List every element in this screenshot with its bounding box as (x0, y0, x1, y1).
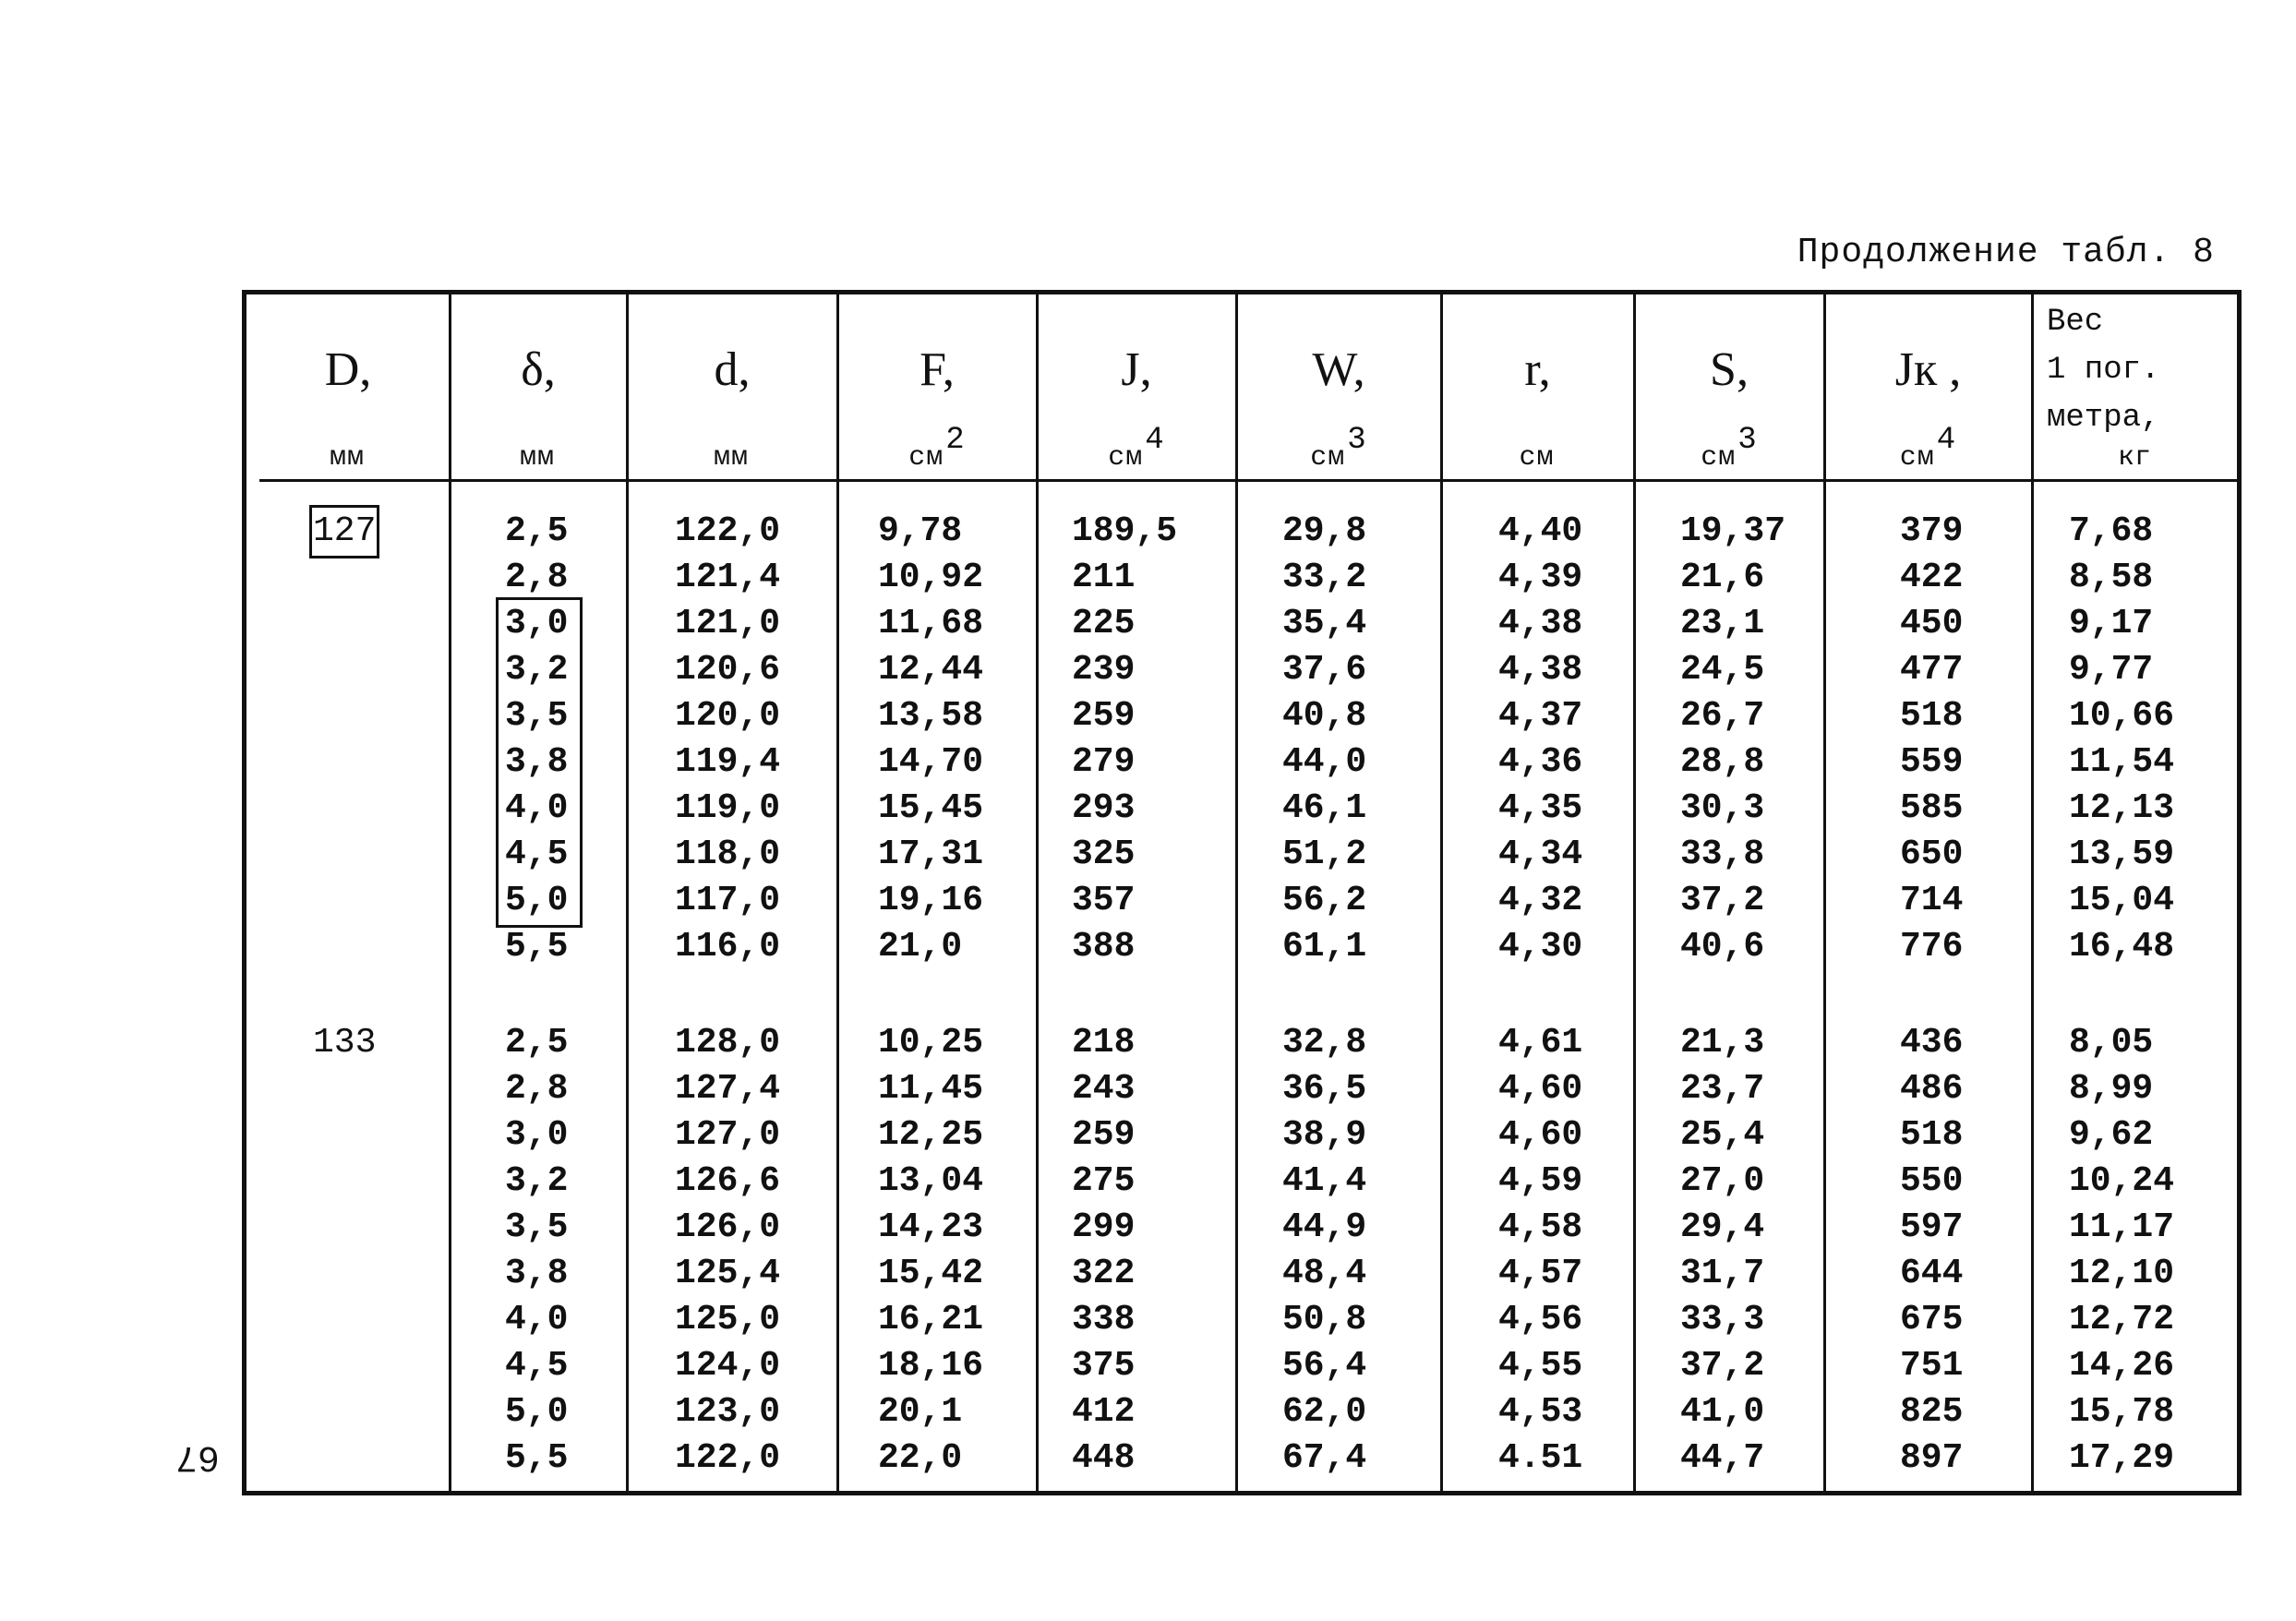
table-cell: 36,5 (1282, 1069, 1367, 1109)
table-cell: 119,0 (675, 788, 781, 828)
table-cell: 18,16 (878, 1346, 984, 1386)
header-divider (259, 479, 2237, 482)
table-cell: 37,2 (1680, 1346, 1765, 1386)
table-cell: 28,8 (1680, 742, 1765, 782)
table-cell: 128,0 (675, 1023, 781, 1063)
table-cell: 3,2 (505, 1161, 569, 1201)
table-cell: 10,25 (878, 1023, 984, 1063)
table-cell: 33,8 (1680, 835, 1765, 874)
table-cell: 40,8 (1282, 696, 1367, 736)
table-cell: 3,5 (505, 1207, 569, 1247)
table-cell: 3,0 (505, 1115, 569, 1155)
table-cell: 379 (1900, 511, 1964, 551)
table-cell: 10,66 (2069, 696, 2175, 736)
table-cell: 4,58 (1498, 1207, 1583, 1247)
header-symbol: S, (1710, 343, 1749, 396)
header-unit: см (1519, 442, 1555, 474)
table-cell: 3,2 (505, 650, 569, 690)
table-cell: 375 (1072, 1346, 1136, 1386)
table-cell: 559 (1900, 742, 1964, 782)
table-cell: 357 (1072, 881, 1136, 920)
table-cell: 4,61 (1498, 1023, 1583, 1063)
table-cell: 29,4 (1680, 1207, 1765, 1247)
data-table (242, 290, 2242, 1495)
table-cell: 16,21 (878, 1300, 984, 1339)
table-cell: 11,54 (2069, 742, 2175, 782)
table-cell: 12,13 (2069, 788, 2175, 828)
table-cell: 325 (1072, 835, 1136, 874)
table-cell: 32,8 (1282, 1023, 1367, 1063)
table-cell: 422 (1900, 558, 1964, 597)
table-cell: 118,0 (675, 835, 781, 874)
header-symbol: D, (324, 343, 372, 396)
table-cell: 4,57 (1498, 1254, 1583, 1293)
table-cell: 7,68 (2069, 511, 2154, 551)
page-number: 67 (175, 1435, 221, 1477)
table-cell: 25,4 (1680, 1115, 1765, 1155)
table-cell: 12,72 (2069, 1300, 2175, 1339)
table-cell: 12,44 (878, 650, 984, 690)
table-cell: 275 (1072, 1161, 1136, 1201)
table-cell: 15,78 (2069, 1392, 2175, 1432)
table-cell: 412 (1072, 1392, 1136, 1432)
header-r (1441, 294, 1634, 479)
table-cell: 14,23 (878, 1207, 984, 1247)
table-cell: 259 (1072, 696, 1136, 736)
table-cell: 776 (1900, 927, 1964, 967)
table-cell: 5,5 (505, 927, 569, 967)
table-cell: 21,3 (1680, 1023, 1765, 1063)
header-S (1634, 294, 1824, 479)
table-cell: 9,77 (2069, 650, 2154, 690)
table-cell: 44,7 (1680, 1438, 1765, 1478)
table-cell: 62,0 (1282, 1392, 1367, 1432)
table-cell: 5,5 (505, 1438, 569, 1478)
header-unit: $см^2$ (908, 423, 966, 474)
table-cell: 27,0 (1680, 1161, 1765, 1201)
table-cell: 4,34 (1498, 835, 1583, 874)
header-unit: $см^4$ (1108, 423, 1165, 474)
table-cell: 5,0 (505, 881, 569, 920)
table-cell: 4,59 (1498, 1161, 1583, 1201)
table-cell: 116,0 (675, 927, 781, 967)
table-cell: 46,1 (1282, 788, 1367, 828)
table-cell: 17,31 (878, 835, 984, 874)
table-cell: 50,8 (1282, 1300, 1367, 1339)
header-symbol: d, (714, 343, 751, 396)
table-cell: 675 (1900, 1300, 1964, 1339)
table-cell: 189,5 (1072, 511, 1178, 551)
table-cell: 225 (1072, 604, 1136, 643)
table-cell: 15,42 (878, 1254, 984, 1293)
table-cell: 122,0 (675, 511, 781, 551)
table-cell: 4,0 (505, 788, 569, 828)
table-cell: 4,30 (1498, 927, 1583, 967)
table-cell: 41,4 (1282, 1161, 1367, 1201)
table-cell: 293 (1072, 788, 1136, 828)
header-wall-thickness (450, 294, 627, 479)
table-cell: 120,0 (675, 696, 781, 736)
table-cell: 4,56 (1498, 1300, 1583, 1339)
table-cell: 8,99 (2069, 1069, 2154, 1109)
table-cell: 4,35 (1498, 788, 1583, 828)
table-cell: 127,4 (675, 1069, 781, 1109)
table-cell: 33,2 (1282, 558, 1367, 597)
table-cell: 450 (1900, 604, 1964, 643)
table-cell: 644 (1900, 1254, 1964, 1293)
table-cell: 338 (1072, 1300, 1136, 1339)
table-cell: 19,37 (1680, 511, 1786, 551)
table-cell: 40,6 (1680, 927, 1765, 967)
table-cell: 825 (1900, 1392, 1964, 1432)
table-cell: 119,4 (675, 742, 781, 782)
table-cell: 3,0 (505, 604, 569, 643)
header-weight (2032, 294, 2237, 479)
table-cell: 14,70 (878, 742, 984, 782)
table-cell: 20,1 (878, 1392, 963, 1432)
header-symbol: δ, (521, 343, 556, 396)
table-cell: 388 (1072, 927, 1136, 967)
table-cell: 33,3 (1680, 1300, 1765, 1339)
table-cell: 122,0 (675, 1438, 781, 1478)
table-cell: 12,10 (2069, 1254, 2175, 1293)
table-cell: 3,8 (505, 742, 569, 782)
table-cell: 299 (1072, 1207, 1136, 1247)
header-symbol: W, (1312, 343, 1365, 396)
table-cell: 13,04 (878, 1161, 984, 1201)
table-cell: 239 (1072, 650, 1136, 690)
table-cell: 51,2 (1282, 835, 1367, 874)
table-cell: 117,0 (675, 881, 781, 920)
table-cell: 61,1 (1282, 927, 1367, 967)
table-cell: 322 (1072, 1254, 1136, 1293)
table-cell: 19,16 (878, 881, 984, 920)
table-cell: 29,8 (1282, 511, 1367, 551)
table-cell: 37,6 (1282, 650, 1367, 690)
table-cell: 23,7 (1680, 1069, 1765, 1109)
cell-D: 133 (313, 1023, 377, 1063)
table-cell: 15,45 (878, 788, 984, 828)
table-cell: 123,0 (675, 1392, 781, 1432)
header-symbol: Jк , (1894, 343, 1962, 396)
table-cell: 38,9 (1282, 1115, 1367, 1155)
table-cell: 127,0 (675, 1115, 781, 1155)
table-cell: 126,0 (675, 1207, 781, 1247)
table-cell: 4,60 (1498, 1115, 1583, 1155)
header-J (1037, 294, 1236, 479)
table-cell: 121,0 (675, 604, 781, 643)
table-cell: 10,24 (2069, 1161, 2175, 1201)
table-cell: 2,8 (505, 558, 569, 597)
table-cell: 11,68 (878, 604, 984, 643)
table-cell: 211 (1072, 558, 1136, 597)
table-cell: 3,5 (505, 696, 569, 736)
table-cell: 2,5 (505, 1023, 569, 1063)
table-cell: 597 (1900, 1207, 1964, 1247)
table-cell: 24,5 (1680, 650, 1765, 690)
table-cell: 585 (1900, 788, 1964, 828)
table-cell: 4,53 (1498, 1392, 1583, 1432)
table-cell: 15,04 (2069, 881, 2175, 920)
table-cell: 4,39 (1498, 558, 1583, 597)
table-cell: 2,8 (505, 1069, 569, 1109)
table-cell: 37,2 (1680, 881, 1765, 920)
table-cell: 650 (1900, 835, 1964, 874)
table-cell: 21,6 (1680, 558, 1765, 597)
table-cell: 41,0 (1680, 1392, 1765, 1432)
highlight-box (496, 597, 583, 928)
weight-label: Вес 1 пог. метра, (2047, 305, 2160, 436)
table-cell: 31,7 (1680, 1254, 1765, 1293)
table-cell: 436 (1900, 1023, 1964, 1063)
table-cell: 14,26 (2069, 1346, 2175, 1386)
table-cell: 243 (1072, 1069, 1136, 1109)
table-cell: 124,0 (675, 1346, 781, 1386)
header-Jk (1824, 294, 2032, 479)
table-cell: 48,4 (1282, 1254, 1367, 1293)
table-cell: 67,4 (1282, 1438, 1367, 1478)
header-unit: $см^4$ (1899, 423, 1957, 474)
header-unit: мм (329, 442, 365, 474)
table-cell: 120,6 (675, 650, 781, 690)
table-cell: 121,4 (675, 558, 781, 597)
table-cell: 518 (1900, 696, 1964, 736)
table-cell: 259 (1072, 1115, 1136, 1155)
table-cell: 12,25 (878, 1115, 984, 1155)
table-cell: 4,38 (1498, 604, 1583, 643)
table-cell: 4,36 (1498, 742, 1583, 782)
cell-D: 127 (313, 509, 376, 555)
table-cell: 448 (1072, 1438, 1136, 1478)
table-cell: 4,60 (1498, 1069, 1583, 1109)
table-cell: 4,37 (1498, 696, 1583, 736)
table-cell: 125,0 (675, 1300, 781, 1339)
table-cell: 714 (1900, 881, 1964, 920)
table-cell: 13,58 (878, 696, 984, 736)
table-cell: 4,55 (1498, 1346, 1583, 1386)
table-cell: 4,40 (1498, 511, 1583, 551)
table-cell: 56,2 (1282, 881, 1367, 920)
table-cell: 477 (1900, 650, 1964, 690)
table-cell: 16,48 (2069, 927, 2175, 967)
table-caption: Продолжение табл. 8 (1797, 233, 2215, 272)
table-cell: 751 (1900, 1346, 1964, 1386)
table-cell: 4,38 (1498, 650, 1583, 690)
table-cell: 26,7 (1680, 696, 1765, 736)
table-cell: 4,5 (505, 835, 569, 874)
table-cell: 21,0 (878, 927, 963, 967)
table-cell: 4,32 (1498, 881, 1583, 920)
table-cell: 550 (1900, 1161, 1964, 1201)
header-W (1236, 294, 1441, 479)
table-cell: 8,05 (2069, 1023, 2154, 1063)
table-cell: 125,4 (675, 1254, 781, 1293)
header-unit: $см^3$ (1701, 423, 1758, 474)
table-cell: 8,58 (2069, 558, 2154, 597)
table-cell: 518 (1900, 1115, 1964, 1155)
header-unit: мм (519, 442, 555, 474)
header-unit: мм (713, 442, 749, 474)
table-cell: 30,3 (1680, 788, 1765, 828)
table-cell: 486 (1900, 1069, 1964, 1109)
table-cell: 10,92 (878, 558, 984, 597)
table-cell: 9,17 (2069, 604, 2154, 643)
table-cell: 44,9 (1282, 1207, 1367, 1247)
table-cell: 44,0 (1282, 742, 1367, 782)
header-symbol: F, (920, 343, 955, 396)
table-cell: 897 (1900, 1438, 1964, 1478)
table-cell: 2,5 (505, 511, 569, 551)
header-unit: кг (2117, 442, 2151, 474)
table-cell: 13,59 (2069, 835, 2175, 874)
header-F (837, 294, 1037, 479)
table-cell: 22,0 (878, 1438, 963, 1478)
table-cell: 11,17 (2069, 1207, 2175, 1247)
table-cell: 279 (1072, 742, 1136, 782)
table-cell: 3,8 (505, 1254, 569, 1293)
table-cell: 218 (1072, 1023, 1136, 1063)
header-unit: $см^3$ (1310, 423, 1367, 474)
table-cell: 35,4 (1282, 604, 1367, 643)
table-cell: 17,29 (2069, 1438, 2175, 1478)
header-symbol: r, (1524, 343, 1551, 396)
table-cell: 5,0 (505, 1392, 569, 1432)
table-cell: 126,6 (675, 1161, 781, 1201)
table-cell: 9,62 (2069, 1115, 2154, 1155)
table-cell: 56,4 (1282, 1346, 1367, 1386)
header-D (246, 294, 450, 479)
table-cell: 4,5 (505, 1346, 569, 1386)
header-d (627, 294, 837, 479)
table-cell: 11,45 (878, 1069, 984, 1109)
table-cell: 4.51 (1498, 1438, 1583, 1478)
header-symbol: J, (1121, 343, 1152, 396)
table-cell: 9,78 (878, 511, 963, 551)
table-cell: 23,1 (1680, 604, 1765, 643)
table-cell: 4,0 (505, 1300, 569, 1339)
